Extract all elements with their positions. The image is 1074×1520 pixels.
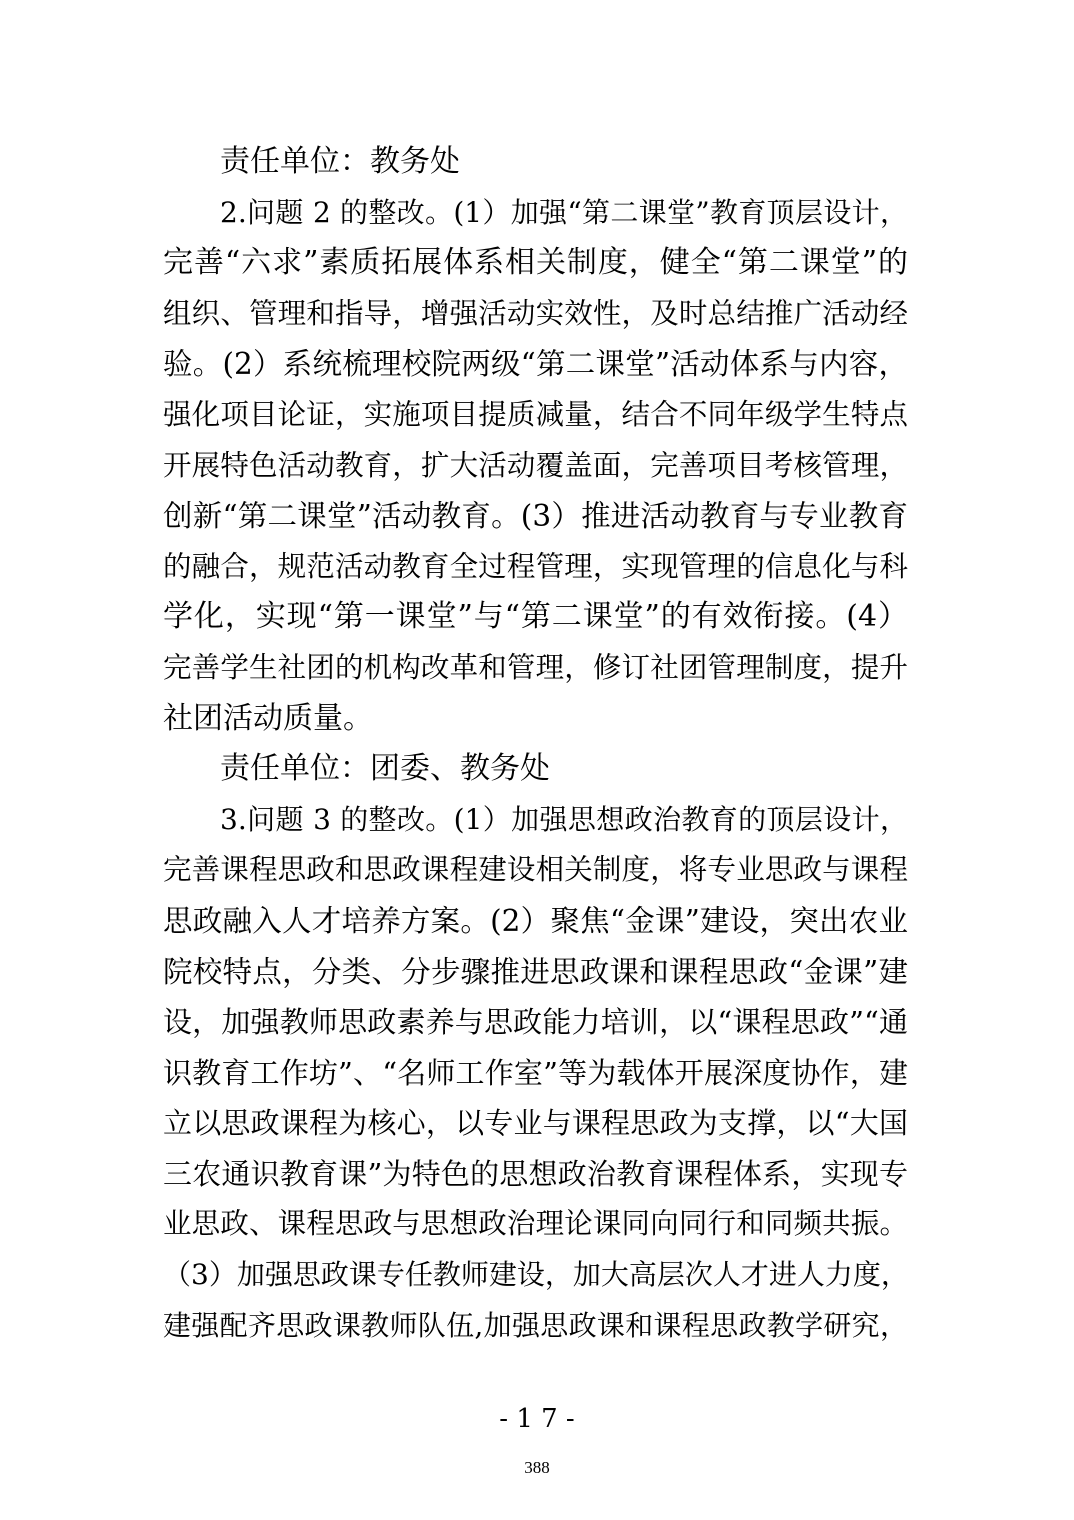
paragraph-line: 立以思政课程为核心，以专业与课程思政为支撑，以“大国: [163, 1106, 908, 1141]
paragraph-line: 组织、管理和指导，增强活动实效性，及时总结推广活动经: [163, 296, 908, 330]
paragraph-line: 设，加强教师思政素养与思政能力培训，以“课程思政”“通: [163, 1005, 908, 1040]
paragraph-line: 完善课程思政和思政课程建设相关制度，将专业思政与课程: [163, 853, 908, 887]
paragraph-line: 识教育工作坊”、“名师工作室”等为载体开展深度协作，建: [163, 1055, 908, 1090]
paragraph-line: 院校特点，分类、分步骤推进思政课和课程思政“金课”建: [163, 954, 908, 989]
body-text: [163, 140, 908, 1354]
paragraph-line: 学化，实现“第一课堂”与“第二课堂”的有效衔接。(4）: [163, 599, 908, 635]
paragraph-line: 开展特色活动教育，扩大活动覆盖面，完善项目考核管理，: [163, 448, 908, 482]
paragraph-line: 建强配齐思政课教师队伍,加强思政课和课程思政教学研究，: [163, 1308, 908, 1342]
page-number: - 1 7 -: [499, 1404, 575, 1434]
paragraph-line: 强化项目论证，实施项目提质减量，结合不同年级学生特点: [163, 397, 908, 431]
paragraph-line: 业思政、课程思政与思想政治理论课同向同行和同频共振。: [163, 1207, 908, 1241]
paragraph-line: 2.问题 2 的整改。(1）加强“第二课堂”教育顶层设计，: [220, 195, 908, 229]
paragraph-line: 完善“六求”素质拓展体系相关制度，健全“第二课堂”的: [163, 245, 908, 281]
paragraph-line: 三农通识教育课”为特色的思想政治教育课程体系，实现专: [163, 1156, 908, 1191]
paragraph-line: 社团活动质量。: [163, 700, 373, 736]
paragraph-line: 验。(2）系统梳理校院两级“第二课堂”活动体系与内容，: [163, 347, 908, 382]
paragraph-line: 创新“第二课堂”活动教育。(3）推进活动教育与专业教育: [163, 499, 908, 534]
paragraph-line: 思政融入人才培养方案。(2）聚焦“金课”建设，突出农业: [163, 903, 908, 938]
responsible-unit-line: 责任单位：团委、教务处: [220, 751, 550, 787]
document-sequence-number: 388: [524, 1458, 550, 1477]
paragraph-line: （3）加强思政课专任教师建设，加大高层次人才进人力度，: [163, 1258, 909, 1292]
paragraph-line: 完善学生社团的机构改革和管理，修订社团管理制度，提升: [163, 650, 908, 684]
paragraph-line: 3.问题 3 的整改。(1）加强思想政治教育的顶层设计，: [220, 802, 908, 836]
responsible-unit-line: 责任单位：教务处: [220, 144, 460, 179]
paragraph-line: 的融合，规范活动教育全过程管理，实现管理的信息化与科: [163, 549, 908, 583]
